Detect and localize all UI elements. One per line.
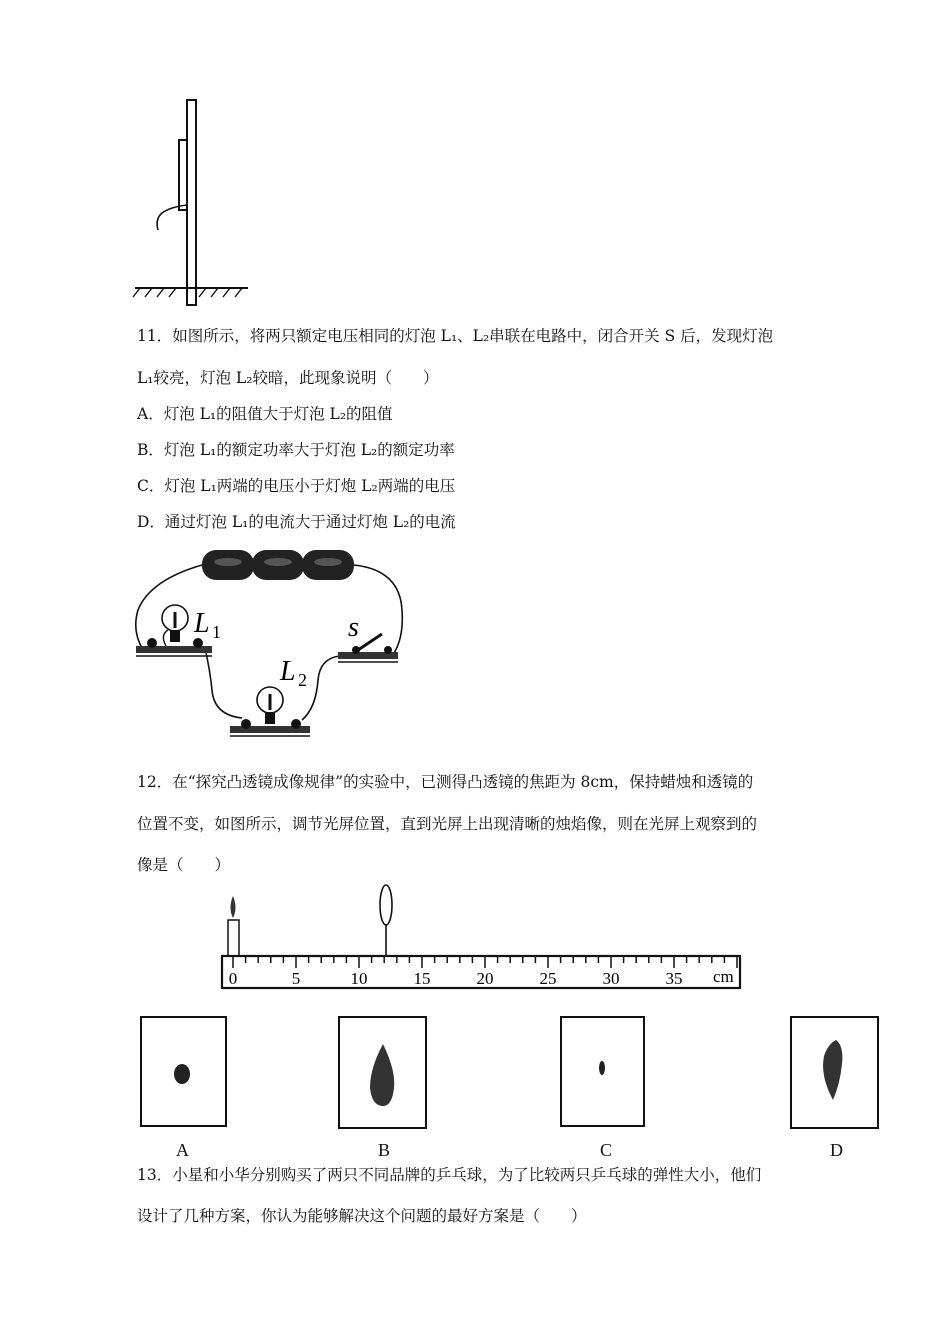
battery-pack — [202, 550, 354, 580]
q12-line1: 12．在“探究凸透镜成像规律”的实验中，已测得凸透镜的焦距为 8cm，保持蜡烛和透镜的 — [137, 773, 754, 791]
circuit-figure — [130, 540, 420, 750]
ruler-label: 0 — [228, 969, 238, 988]
optical-bench-figure — [215, 880, 755, 1000]
bulb-l2-icon — [257, 687, 283, 724]
ruler-label: 5 — [291, 969, 301, 988]
ruler-label: 30 — [602, 969, 620, 988]
option-a-label: A — [176, 1140, 189, 1160]
q12-line2: 位置不变，如图所示，调节光屏位置，直到光屏上出现清晰的烛焰像，则在光屏上观察到的 — [137, 815, 758, 833]
option-c-label: C — [600, 1140, 613, 1160]
ruler-label: 35 — [665, 969, 683, 988]
q11-line1: 11．如图所示，将两只额定电压相同的灯泡 L₁、L₂串联在电路中，闭合开关 S 后，发现灯泡 — [137, 327, 774, 345]
ruler-label: 20 — [476, 969, 494, 988]
stand-figure — [130, 95, 260, 315]
q12-line3: 像是（ ） — [137, 856, 231, 874]
option-c-image — [560, 1016, 646, 1128]
option-a-image — [140, 1016, 228, 1128]
label-l1: L — [194, 608, 210, 639]
ruler-label: 15 — [413, 969, 431, 988]
bulb-l1-icon — [162, 605, 188, 642]
q11-option-c: C．灯泡 L₁两端的电压小于灯炮 L₂两端的电压 — [137, 477, 456, 495]
q11-option-b: B．灯泡 L₁的额定功率大于灯泡 L₂的额定功率 — [137, 441, 455, 459]
q11-option-a: A．灯泡 L₁的阻值大于灯泡 L₂的阻值 — [137, 405, 393, 423]
lens-icon — [380, 885, 392, 956]
ruler-unit-label: cm — [713, 967, 734, 986]
ruler-label: 25 — [539, 969, 557, 988]
q11-line2: L₁较亮，灯泡 L₂较暗，此现象说明（ ） — [137, 369, 439, 387]
label-l1-sub: 1 — [212, 622, 221, 642]
q13-line2: 设计了几种方案，你认为能够解决这个问题的最好方案是（ ） — [137, 1207, 587, 1225]
label-l2-sub: 2 — [298, 670, 307, 690]
ruler-label: 10 — [350, 969, 368, 988]
q11-option-d: D．通过灯泡 L₁的电流大于通过灯炮 L₂的电流 — [137, 513, 456, 531]
candle-icon — [228, 896, 239, 956]
switch-icon — [338, 634, 398, 662]
option-d-label: D — [830, 1140, 843, 1160]
option-b-image — [338, 1016, 428, 1130]
q13-line1: 13．小星和小华分别购买了两只不同品牌的乒乓球，为了比较两只乒乓球的弹性大小，他们 — [137, 1166, 762, 1184]
label-switch: s — [348, 612, 359, 643]
option-d-image — [790, 1016, 880, 1130]
label-l2: L — [280, 656, 296, 687]
option-b-label: B — [378, 1140, 391, 1160]
